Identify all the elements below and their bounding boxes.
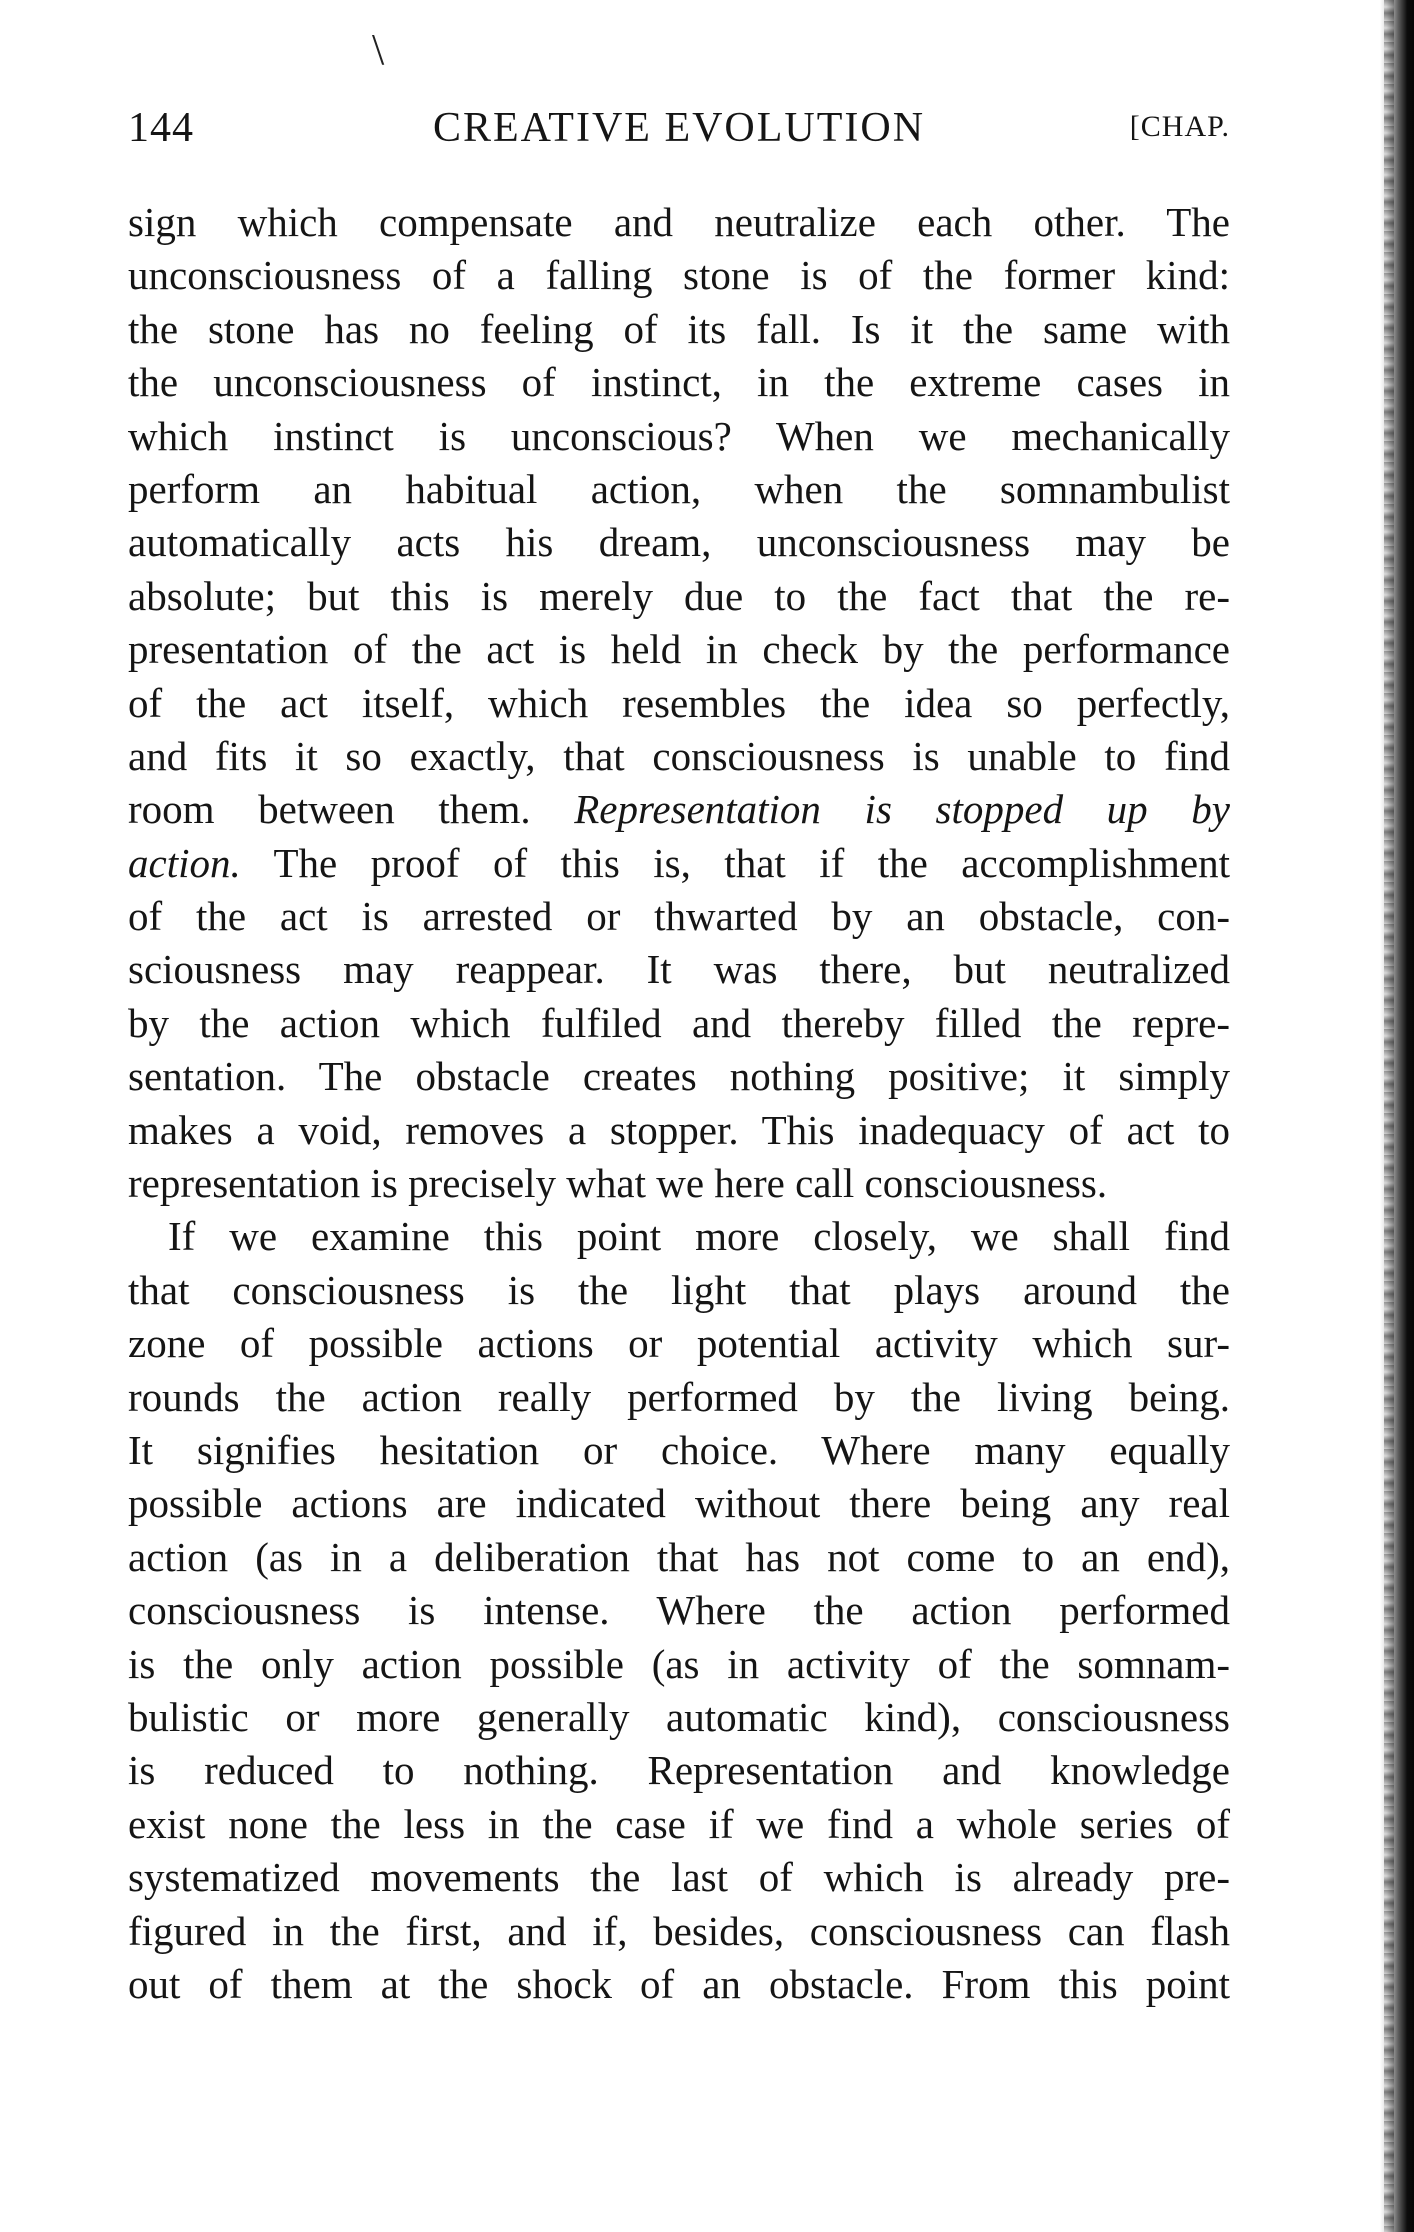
text-line: by the action which fulfiled and thereby filled the repre- (128, 999, 1230, 1046)
text-segment: The proof of this is, that if the accomplishment (273, 839, 1231, 886)
binding-edge-texture (1384, 0, 1394, 2232)
text-line: is the only action possible (as in activity of the somnam- (128, 1640, 1230, 1687)
text-line: of the act is arrested or thwarted by an obstacle, con- (128, 893, 1230, 940)
text-line: It signifies hesitation or choice. Where many equally (128, 1426, 1230, 1473)
text-line: systematized movements the last of which is already pre- (128, 1854, 1230, 1901)
text-line: bulistic or more generally automatic kind), consciousness (128, 1693, 1230, 1740)
text-line: unconsciousness of a falling stone is of the former kind: (128, 252, 1230, 299)
text-line: and fits it so exactly, that consciousness is unable to find (128, 732, 1230, 779)
italic-phrase-end: action. (128, 839, 241, 886)
text-line: which instinct is unconscious? When we mechanically (128, 412, 1230, 459)
stray-pencil-mark: \ (372, 25, 385, 74)
text-line: figured in the first, and if, besides, consciousness can flash (128, 1907, 1230, 1954)
running-title: CREATIVE EVOLUTION (432, 105, 926, 151)
text-line: perform an habitual action, when the somnambulist (128, 465, 1230, 512)
body-text (128, 196, 1230, 2011)
text-line-mixed (128, 837, 1230, 890)
text-line: consciousness is intense. Where the action performed (128, 1587, 1230, 1634)
text-segment: room between them. (128, 786, 531, 833)
text-line: possible actions are indicated without there being any real (128, 1480, 1230, 1527)
text-line: is reduced to nothing. Representation and knowledge (128, 1747, 1230, 1794)
page-number: 144 (128, 105, 194, 151)
text-line-mixed (128, 783, 1230, 836)
text-line: that consciousness is the light that plays around the (128, 1266, 1230, 1313)
text-line-paragraph-start: If we examine this point more closely, we shall find (168, 1213, 1230, 1260)
chapter-mark: [CHAP. (1129, 110, 1230, 143)
text-line: the stone has no feeling of its fall. Is it the same with (128, 305, 1230, 352)
text-line: out of them at the shock of an obstacle. From this point (128, 1960, 1230, 2007)
text-line: of the act itself, which resembles the idea so perfectly, (128, 679, 1230, 726)
text-line: absolute; but this is merely due to the fact that the re- (128, 572, 1230, 619)
text-line-paragraph-end: representation is precisely what we here call consciousness. (128, 1160, 1108, 1207)
text-line: sciousness may reappear. It was there, but neutralized (128, 946, 1230, 993)
text-line: makes a void, removes a stopper. This inadequacy of act to (128, 1106, 1230, 1153)
page-binding-edge (1380, 0, 1414, 2232)
text-line: presentation of the act is held in check by the performance (128, 626, 1230, 673)
text-line: sentation. The obstacle creates nothing positive; it simply (128, 1053, 1230, 1100)
text-line: zone of possible actions or potential activity which sur- (128, 1320, 1230, 1367)
text-line: automatically acts his dream, unconsciousness may be (128, 519, 1230, 566)
text-line: action (as in a deliberation that has not come to an end), (128, 1533, 1230, 1580)
text-line: sign which compensate and neutralize each other. The (128, 199, 1230, 245)
text-line: exist none the less in the case if we find a whole series of (128, 1800, 1230, 1847)
italic-phrase: Representation is stopped up by (574, 786, 1230, 833)
text-line: the unconsciousness of instinct, in the extreme cases in (128, 359, 1230, 406)
text-line: rounds the action really performed by the living being. (128, 1373, 1230, 1420)
running-head (128, 104, 1230, 164)
